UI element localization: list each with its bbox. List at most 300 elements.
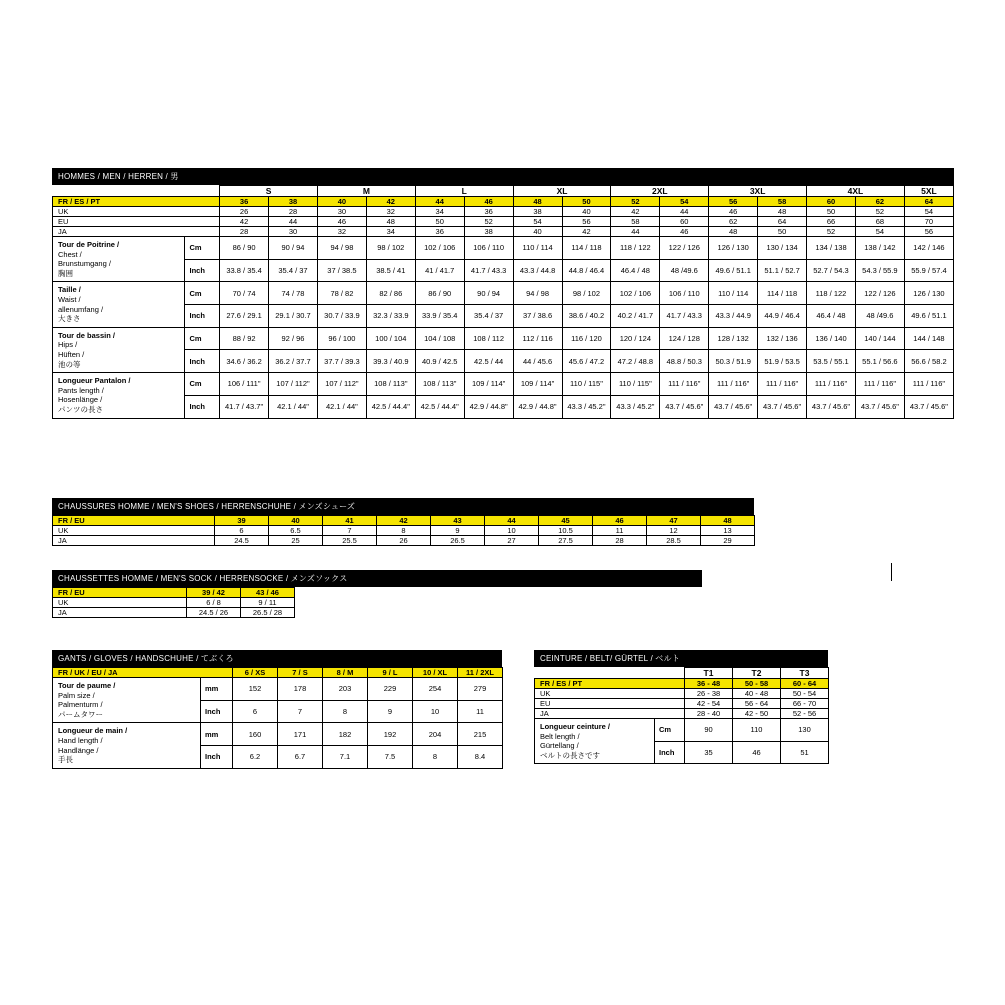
cell-measure: 88 / 92 [220,327,269,350]
cell-shoe-fr: 44 [485,516,539,526]
measure-label: Taille / Waist / allenumfang / 大きさ [53,282,185,327]
cell-ja: 54 [855,227,904,237]
cell-shoe-uk: 6.5 [269,526,323,536]
shoes-table-header: CHAUSSURES HOMME / MEN'S SHOES / HERRENSCHUHE / メンズシューズ [52,498,754,515]
cell-measure: 40.9 / 42.5 [415,350,464,373]
cell-uk: 26 [220,207,269,217]
cell-measure: 106 / 110 [464,237,513,260]
cell-measure: 108 / 113" [415,373,464,396]
table-row-fr [535,679,829,689]
table-row-fr [53,516,755,526]
cell-uk: 46 [709,207,758,217]
row-label-fr: FR / ES / PT [535,679,685,689]
men-shoes-table-block [52,498,754,546]
cell-glove-measure: 152 [233,678,278,701]
cell-measure: 116 / 120 [562,327,611,350]
men-size-table [52,185,954,419]
cell-glove-size: 7 / S [278,668,323,678]
table-row-ja [535,709,829,719]
cell-measure: 43.7 / 45.6" [758,395,807,418]
cell-shoe-fr: 47 [647,516,701,526]
cell-eu: 48 [366,217,415,227]
cell-eu: 52 [464,217,513,227]
cell-glove-measure: 9 [368,700,413,723]
cell-measure: 34.6 / 36.2 [220,350,269,373]
cell-belt-fr: 50 - 58 [733,679,781,689]
cell-measure: 40.2 / 41.7 [611,305,660,328]
cell-shoe-fr: 48 [701,516,755,526]
cell-uk: 30 [317,207,366,217]
unit-inch: Inch [655,741,685,764]
cell-shoe-fr: 46 [593,516,647,526]
cell-uk: 44 [660,207,709,217]
cell-belt-uk: 40 - 48 [733,689,781,699]
cell-glove-measure: 8 [323,700,368,723]
cell-measure: 43.7 / 45.6" [904,395,953,418]
measure-label: Tour de bassin / Hips / Hüften / 池の等 [53,327,185,372]
cell-uk: 42 [611,207,660,217]
belt-table [534,667,829,764]
cell-measure: 43.3 / 45.2" [562,395,611,418]
cell-measure: 90 / 94 [464,282,513,305]
cell-glove-size: 11 / 2XL [458,668,503,678]
size-group-s: S [220,186,318,197]
cell-ja: 42 [562,227,611,237]
size-group-3xl: 3XL [709,186,807,197]
cell-measure: 39.3 / 40.9 [366,350,415,373]
unit-cm: Cm [185,282,220,305]
cell-measure: 55.1 / 56.6 [855,350,904,373]
row-label-eu: EU [535,699,685,709]
cell-measure: 41.7 / 43.3 [660,305,709,328]
unit-cm: Cm [185,327,220,350]
table-row-ja [53,608,295,618]
row-label-fr: FR / ES / PT [53,197,220,207]
cell-measure: 37.7 / 39.3 [317,350,366,373]
cell-ja: 36 [415,227,464,237]
cell-measure: 42.9 / 44.8" [513,395,562,418]
cell-shoe-ja: 28.5 [647,536,701,546]
cell-uk: 32 [366,207,415,217]
cell-glove-measure: 229 [368,678,413,701]
cell-measure: 44 / 45.6 [513,350,562,373]
cell-measure: 51.1 / 52.7 [758,259,807,282]
cell-fr: 54 [660,197,709,207]
cell-measure: 70 / 74 [220,282,269,305]
belt-tier-t1: T1 [685,668,733,679]
table-row-fr [53,588,295,598]
cell-measure: 86 / 90 [415,282,464,305]
cell-shoe-fr: 41 [323,516,377,526]
cell-eu: 58 [611,217,660,227]
cell-glove-measure: 8.4 [458,746,503,769]
row-label-ja: JA [535,709,685,719]
cell-measure: 92 / 96 [269,327,318,350]
belt-table-header: CEINTURE / BELT/ GÜRTEL / ベルト [534,650,828,667]
men-table-header: HOMMES / MEN / HERREN / 男 [52,168,954,185]
men-shoes-table [52,515,755,546]
cell-eu: 46 [317,217,366,227]
row-label-uk: UK [535,689,685,699]
cell-measure: 48 /49.6 [660,259,709,282]
cell-measure: 124 / 128 [660,327,709,350]
cell-measure: 108 / 113" [366,373,415,396]
cell-measure: 111 / 116" [807,373,856,396]
cell-fr: 38 [269,197,318,207]
cell-glove-measure: 6.2 [233,746,278,769]
gloves-table-block [52,650,502,769]
cell-measure: 110 / 115" [562,373,611,396]
cell-glove-measure: 215 [458,723,503,746]
measure-label: Tour de paume / Palm size / Palmenturm / パームタワー [53,678,201,723]
unit-cm: Cm [185,237,220,260]
table-row-uk [53,207,954,217]
size-group-5xl: 5XL [904,186,953,197]
unit-mm: mm [201,723,233,746]
cell-measure: 102 / 106 [611,282,660,305]
cell-measure: 128 / 132 [709,327,758,350]
table-row-measure-cm [53,237,954,260]
cell-measure: 37 / 38.5 [317,259,366,282]
cell-belt-length: 130 [781,719,829,742]
cell-uk: 50 [807,207,856,217]
cell-glove-size: 9 / L [368,668,413,678]
cell-glove-measure: 192 [368,723,413,746]
cell-fr: 62 [855,197,904,207]
table-row-ja [53,536,755,546]
cell-ja: 32 [317,227,366,237]
cell-fr: 44 [415,197,464,207]
cell-measure: 106 / 110 [660,282,709,305]
cell-uk: 28 [269,207,318,217]
cell-glove-measure: 7.1 [323,746,368,769]
cell-measure: 108 / 112 [464,327,513,350]
cell-shoe-uk: 8 [377,526,431,536]
cell-sock-uk: 9 / 11 [241,598,295,608]
cell-measure: 43.3 / 44.8 [513,259,562,282]
cell-measure: 122 / 126 [660,237,709,260]
cell-glove-measure: 203 [323,678,368,701]
table-row-measure-cm [53,282,954,305]
cell-measure: 46.4 / 48 [807,305,856,328]
cell-belt-fr: 60 - 64 [781,679,829,689]
cell-ja: 34 [366,227,415,237]
belt-tier-t3: T3 [781,668,829,679]
cell-uk: 54 [904,207,953,217]
cell-measure: 35.4 / 37 [269,259,318,282]
cell-belt-uk: 50 - 54 [781,689,829,699]
row-label-uk: UK [53,598,187,608]
cell-measure: 118 / 122 [611,237,660,260]
cell-measure: 32.3 / 33.9 [366,305,415,328]
cell-belt-length: 90 [685,719,733,742]
size-group-2xl: 2XL [611,186,709,197]
row-label-uk: UK [53,526,215,536]
cell-ja: 50 [758,227,807,237]
table-row-measure-cm [53,373,954,396]
cell-measure: 33.9 / 35.4 [415,305,464,328]
size-group-4xl: 4XL [807,186,905,197]
table-row-uk [53,526,755,536]
cell-ja: 38 [464,227,513,237]
men-socks-table [52,587,295,618]
cell-measure: 112 / 116 [513,327,562,350]
cell-glove-measure: 160 [233,723,278,746]
row-label-uk: UK [53,207,220,217]
cell-fr: 36 [220,197,269,207]
cell-measure: 136 / 140 [807,327,856,350]
cell-belt-ja: 28 - 40 [685,709,733,719]
cell-sock-fr: 43 / 46 [241,588,295,598]
cell-eu: 66 [807,217,856,227]
cell-measure: 50.3 / 51.9 [709,350,758,373]
table-row-eu [53,217,954,227]
cell-fr: 48 [513,197,562,207]
cell-eu: 44 [269,217,318,227]
gloves-table [52,667,503,769]
cell-measure: 126 / 130 [709,237,758,260]
cell-uk: 52 [855,207,904,217]
cell-shoe-ja: 24.5 [215,536,269,546]
spacer-cell [535,668,685,679]
cell-fr: 52 [611,197,660,207]
unit-cm: Cm [655,719,685,742]
cell-measure: 122 / 126 [855,282,904,305]
cell-belt-ja: 52 - 56 [781,709,829,719]
cell-eu: 42 [220,217,269,227]
cell-glove-measure: 7 [278,700,323,723]
cell-ja: 30 [269,227,318,237]
cell-measure: 37 / 38.6 [513,305,562,328]
cell-belt-length: 35 [685,741,733,764]
spacer-cell [185,186,220,197]
cell-measure: 110 / 114 [513,237,562,260]
cell-measure: 43.3 / 44.9 [709,305,758,328]
cell-glove-measure: 178 [278,678,323,701]
cell-belt-uk: 26 - 38 [685,689,733,699]
cell-measure: 114 / 118 [562,237,611,260]
cell-measure: 107 / 112" [317,373,366,396]
cell-measure: 126 / 130 [904,282,953,305]
row-label-eu: EU [53,217,220,227]
cell-shoe-ja: 25 [269,536,323,546]
cell-glove-measure: 10 [413,700,458,723]
cell-sock-fr: 39 / 42 [187,588,241,598]
cell-measure: 41 / 41.7 [415,259,464,282]
cell-shoe-fr: 42 [377,516,431,526]
measure-label: Tour de Poitrine / Chest / Brunstumgang / 胸囲 [53,237,185,282]
cell-measure: 42.5 / 44.4" [415,395,464,418]
unit-mm: mm [201,678,233,701]
cell-measure: 36.2 / 37.7 [269,350,318,373]
cell-measure: 109 / 114" [513,373,562,396]
cell-measure: 45.6 / 47.2 [562,350,611,373]
cell-ja: 48 [709,227,758,237]
cell-measure: 111 / 116" [709,373,758,396]
cell-measure: 140 / 144 [855,327,904,350]
cell-shoe-uk: 9 [431,526,485,536]
men-size-table-block [52,168,954,419]
cell-measure: 27.6 / 29.1 [220,305,269,328]
cell-measure: 44.9 / 46.4 [758,305,807,328]
size-group-xl: XL [513,186,611,197]
cell-measure: 94 / 98 [513,282,562,305]
cell-measure: 82 / 86 [366,282,415,305]
cell-measure: 51.9 / 53.5 [758,350,807,373]
cell-glove-size: 8 / M [323,668,368,678]
cell-sock-ja: 26.5 / 28 [241,608,295,618]
row-label-fr-eu: FR / EU [53,588,187,598]
cell-shoe-uk: 6 [215,526,269,536]
cell-ja: 46 [660,227,709,237]
spacer-cell [53,186,185,197]
cell-measure: 43.7 / 45.6" [807,395,856,418]
cell-shoe-fr: 39 [215,516,269,526]
cell-shoe-ja: 26.5 [431,536,485,546]
unit-inch: Inch [201,700,233,723]
cell-measure: 47.2 / 48.8 [611,350,660,373]
table-row-fr [53,197,954,207]
cell-measure: 29.1 / 30.7 [269,305,318,328]
cell-belt-length: 51 [781,741,829,764]
cell-glove-measure: 7.5 [368,746,413,769]
cell-eu: 50 [415,217,464,227]
cell-measure: 42.1 / 44" [317,395,366,418]
cell-shoe-ja: 25.5 [323,536,377,546]
cell-glove-measure: 6.7 [278,746,323,769]
cell-measure: 54.3 / 55.9 [855,259,904,282]
cell-measure: 94 / 98 [317,237,366,260]
cell-measure: 134 / 138 [807,237,856,260]
measure-label: Longueur ceinture / Belt length / Gürtellang / ベルトの長さです [535,719,655,764]
unit-inch: Inch [201,746,233,769]
cell-measure: 44.8 / 46.4 [562,259,611,282]
cell-measure: 38.6 / 40.2 [562,305,611,328]
cell-sock-uk: 6 / 8 [187,598,241,608]
cell-measure: 107 / 112" [269,373,318,396]
cell-measure: 114 / 118 [758,282,807,305]
cell-measure: 78 / 82 [317,282,366,305]
cell-fr: 56 [709,197,758,207]
cell-fr: 46 [464,197,513,207]
cell-glove-measure: 204 [413,723,458,746]
cell-fr: 40 [317,197,366,207]
cell-shoe-fr: 40 [269,516,323,526]
cell-measure: 132 / 136 [758,327,807,350]
belt-table-block [534,650,828,764]
cell-belt-eu: 56 - 64 [733,699,781,709]
table-row-measure-inch [53,395,954,418]
cell-measure: 42.5 / 44.4" [366,395,415,418]
table-row-measure-cm [535,719,829,742]
cell-uk: 36 [464,207,513,217]
table-row-size-groups [53,186,954,197]
cell-measure: 42.9 / 44.8" [464,395,513,418]
cell-fr: 50 [562,197,611,207]
cell-measure: 100 / 104 [366,327,415,350]
cell-measure: 86 / 90 [220,237,269,260]
unit-inch: Inch [185,259,220,282]
cell-measure: 41.7 / 43.7" [220,395,269,418]
cell-measure: 111 / 116" [660,373,709,396]
cell-uk: 34 [415,207,464,217]
cell-measure: 109 / 114" [464,373,513,396]
cell-eu: 64 [758,217,807,227]
cell-measure: 55.9 / 57.4 [904,259,953,282]
cell-measure: 49.6 / 51.1 [709,259,758,282]
cell-shoe-uk: 7 [323,526,377,536]
cell-uk: 38 [513,207,562,217]
cell-belt-length: 110 [733,719,781,742]
row-label-sizes: FR / UK / EU / JA [53,668,233,678]
cell-measure: 130 / 134 [758,237,807,260]
cell-measure: 43.7 / 45.6" [660,395,709,418]
cell-measure: 42.5 / 44 [464,350,513,373]
size-group-l: L [415,186,513,197]
cell-shoe-ja: 29 [701,536,755,546]
cell-measure: 111 / 116" [904,373,953,396]
socks-table-header: CHAUSSETTES HOMME / MEN'S SOCK / HERRENSOCKE / メンズソックス [52,570,702,587]
cell-measure: 144 / 148 [904,327,953,350]
cell-fr: 42 [366,197,415,207]
cell-measure: 96 / 100 [317,327,366,350]
cell-uk: 48 [758,207,807,217]
cell-glove-measure: 254 [413,678,458,701]
table-row-measure-inch [53,305,954,328]
table-row-uk [53,598,295,608]
cell-ja: 44 [611,227,660,237]
cell-measure: 98 / 102 [366,237,415,260]
cell-glove-measure: 11 [458,700,503,723]
cell-shoe-ja: 28 [593,536,647,546]
cell-ja: 52 [807,227,856,237]
unit-inch: Inch [185,350,220,373]
cell-ja: 56 [904,227,953,237]
cell-shoe-fr: 43 [431,516,485,526]
page-tick-mark [891,563,892,581]
cell-measure: 98 / 102 [562,282,611,305]
cell-fr: 58 [758,197,807,207]
unit-inch: Inch [185,305,220,328]
cell-measure: 43.3 / 45.2" [611,395,660,418]
cell-glove-size: 6 / XS [233,668,278,678]
cell-eu: 68 [855,217,904,227]
men-socks-table-block [52,570,348,618]
cell-measure: 138 / 142 [855,237,904,260]
cell-measure: 33.8 / 35.4 [220,259,269,282]
table-row-measure-inch [53,259,954,282]
cell-fr: 60 [807,197,856,207]
cell-measure: 53.5 / 55.1 [807,350,856,373]
cell-glove-measure: 6 [233,700,278,723]
cell-measure: 30.7 / 33.9 [317,305,366,328]
cell-measure: 48.8 / 50.3 [660,350,709,373]
cell-glove-measure: 279 [458,678,503,701]
cell-measure: 35.4 / 37 [464,305,513,328]
cell-measure: 56.6 / 58.2 [904,350,953,373]
cell-sock-ja: 24.5 / 26 [187,608,241,618]
cell-eu: 56 [562,217,611,227]
gloves-table-header: GANTS / GLOVES / HANDSCHUHE / てぶくろ [52,650,502,667]
cell-measure: 48 /49.6 [855,305,904,328]
table-row-measure-cm [53,327,954,350]
cell-measure: 106 / 111" [220,373,269,396]
cell-shoe-uk: 13 [701,526,755,536]
cell-measure: 42.1 / 44" [269,395,318,418]
row-label-ja: JA [53,536,215,546]
cell-measure: 110 / 115" [611,373,660,396]
table-row-eu [535,699,829,709]
